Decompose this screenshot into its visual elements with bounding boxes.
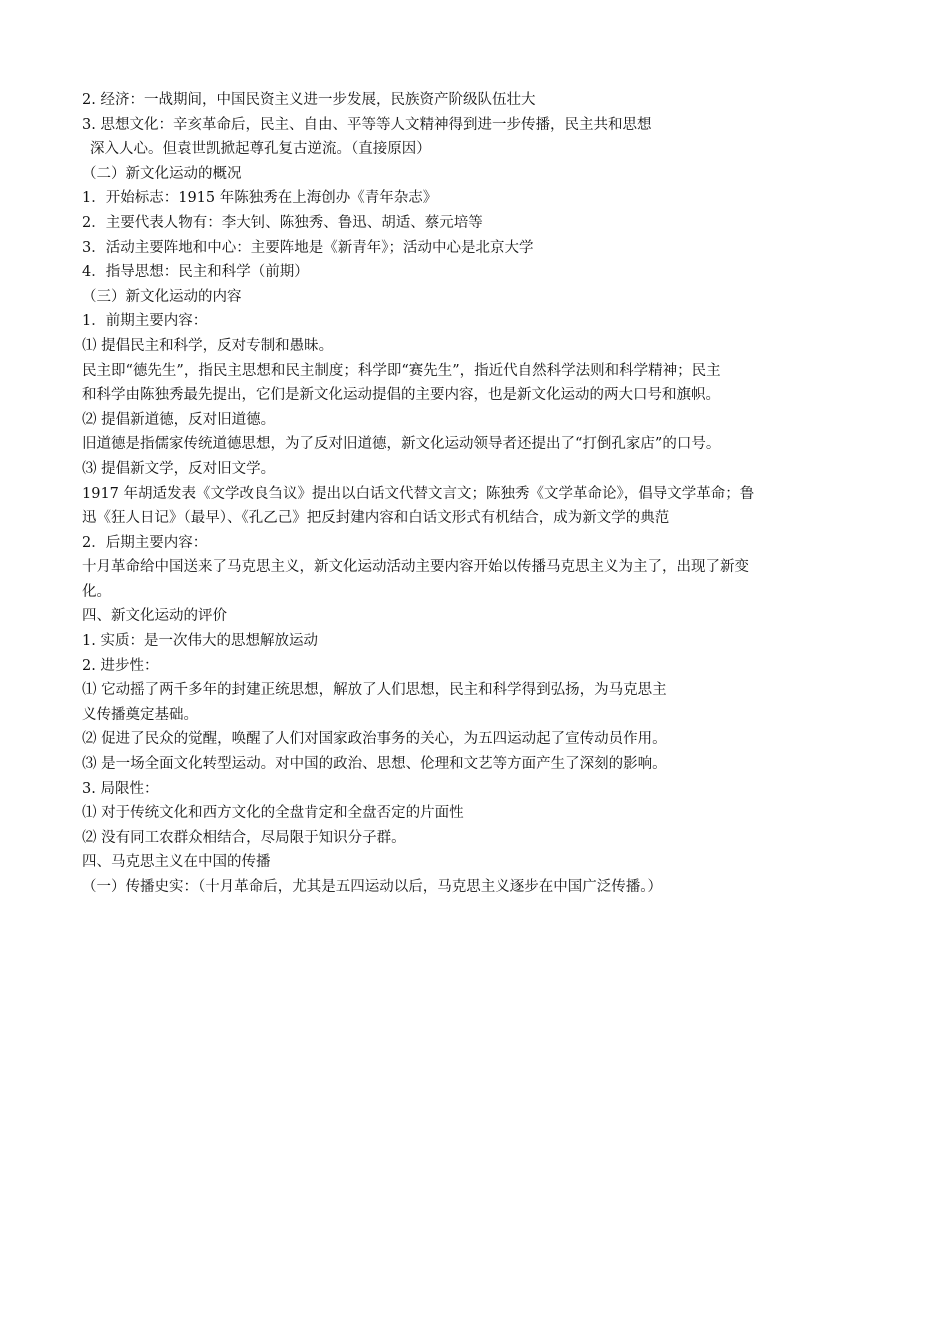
text-line-culture: 3. 思想文化：辛亥革命后，民主、自由、平等等人文精神得到进一步传播，民主共和思想: [82, 116, 652, 133]
text-line-marxism-facts: （一）传播史实：（十月革命后，尤其是五四运动以后，马克思主义逐步在中国广泛传播。）: [82, 879, 662, 895]
text-line-literature-explain-cont: 迅《狂人日记》（最早）、《孔乙己》把反封建内容和白话文形式有机结合，成为新文学的典范: [82, 510, 670, 527]
text-line-democracy-explain: 民主即“德先生”，指民主思想和民主制度；科学即“赛先生”，指近代自然科学法则和科学精神；民主: [82, 362, 721, 379]
text-line-limit-1: ⑴ 对于传统文化和西方文化的全盘肯定和全盘否定的片面性: [82, 805, 464, 822]
text-line-old-morality-explain: 旧道德是指儒家传统道德思想，为了反对旧道德，新文化运动领导者还提出了“打倒孔家店”的口号。: [82, 436, 721, 453]
section-heading-marxism: 四、马克思主义在中国的传播: [82, 854, 271, 871]
text-line-new-literature: ⑶ 提倡新文学，反对旧文学。: [82, 460, 276, 477]
text-line-new-morality: ⑵ 提倡新道德，反对旧道德。: [82, 411, 276, 428]
text-line-guiding-idea: 4．指导思想：民主和科学（前期）: [82, 264, 309, 281]
text-line-economy: 2. 经济：一战期间，中国民资主义进一步发展，民族资产阶级队伍壮大: [82, 92, 536, 108]
text-line-culture-cont: 深入人心。但袁世凯掀起尊孔复古逆流。（直接原因）: [90, 141, 431, 158]
text-line-base-center: 3．活动主要阵地和中心：主要阵地是《新青年》；活动中心是北京大学: [82, 239, 534, 256]
section-heading-evaluation: 四、新文化运动的评价: [82, 608, 227, 625]
text-line-representatives: 2．主要代表人物有：李大钊、陈独秀、鲁迅、胡适、蔡元培等: [82, 214, 483, 231]
text-line-progressiveness: 2. 进步性：: [82, 657, 159, 674]
document-body: [82, 88, 872, 900]
text-line-progress-3: ⑶ 是一场全面文化转型运动。对中国的政治、思想、伦理和文艺等方面产生了深刻的影响。: [82, 756, 667, 773]
section-heading-overview: （二）新文化运动的概况: [82, 165, 242, 182]
text-line-early-content: 1．前期主要内容：: [82, 313, 208, 330]
text-line-limitations: 3. 局限性：: [82, 780, 159, 797]
text-line-october-revolution: 十月革命给中国送来了马克思主义，新文化运动活动主要内容开始以传播马克思主义为主了，出现了新变: [82, 559, 749, 576]
text-line-progress-1: ⑴ 它动摇了两千多年的封建正统思想，解放了人们思想，民主和科学得到弘扬，为马克思主: [82, 682, 667, 699]
text-line-progress-1-cont: 义传播奠定基础。: [82, 706, 198, 723]
text-line-essence: 1. 实质：是一次伟大的思想解放运动: [82, 633, 318, 650]
text-line-october-revolution-cont: 化。: [82, 583, 111, 600]
text-line-democracy-science: ⑴ 提倡民主和科学，反对专制和愚昧。: [82, 337, 334, 354]
text-line-democracy-explain-cont: 和科学由陈独秀最先提出，它们是新文化运动提倡的主要内容，也是新文化运动的两大口号和旗帜。: [82, 387, 720, 404]
text-line-start-mark: 1．开始标志：1915 年陈独秀在上海创办《青年杂志》: [82, 190, 438, 207]
text-line-progress-2: ⑵ 促进了民众的觉醒，唤醒了人们对国家政治事务的关心，为五四运动起了宣传动员作用。: [82, 731, 667, 748]
text-line-literature-explain: 1917 年胡适发表《文学改良刍议》提出以白话文代替文言文；陈独秀《文学革命论》，倡导文学革命；鲁: [82, 485, 755, 502]
section-heading-content: （三）新文化运动的内容: [82, 288, 242, 305]
text-line-later-content: 2．后期主要内容：: [82, 534, 208, 551]
text-line-limit-2: ⑵ 没有同工农群众相结合，尽局限于知识分子群。: [82, 829, 406, 846]
